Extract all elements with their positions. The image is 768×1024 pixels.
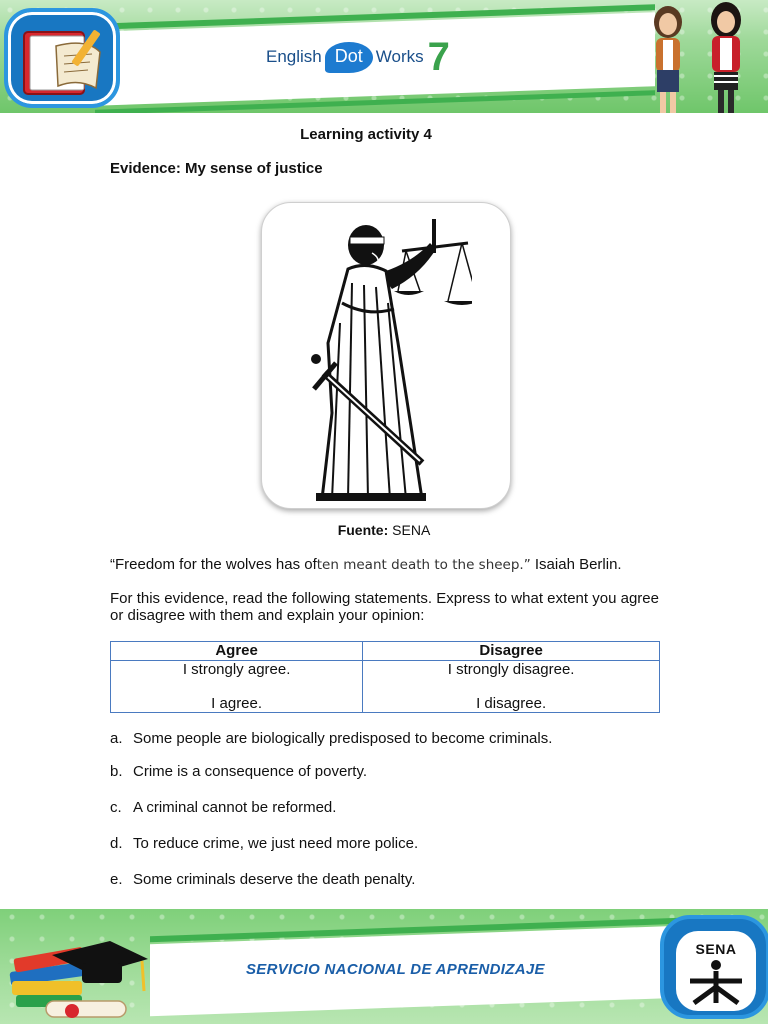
agree-cell: [111, 661, 363, 713]
item-text: To reduce crime, we just need more police.: [133, 835, 419, 852]
activity-title: Learning activity 4: [300, 126, 432, 143]
sena-figure-icon: [688, 959, 744, 1005]
table-header-row: [111, 642, 660, 661]
caption-source: SENA: [392, 522, 431, 538]
disagree-option-strong: I strongly disagree.: [447, 661, 575, 678]
book-scroll-icon: [4, 8, 120, 108]
item-letter: c.: [110, 799, 122, 816]
brand-word-english: English: [266, 47, 322, 66]
lady-justice-illustration: [302, 213, 472, 503]
brand-level-number: 7: [427, 35, 450, 79]
item-text: Some people are biologically predisposed to become criminals.: [133, 730, 553, 747]
quote-author: Isaiah Berlin.: [530, 556, 622, 573]
item-letter: e.: [110, 871, 123, 888]
institution-name: SERVICIO NACIONAL DE APRENDIZAJE: [246, 961, 545, 978]
agreement-scale-table: [110, 641, 660, 713]
item-text: A criminal cannot be reformed.: [133, 799, 337, 816]
brand-word-works: Works: [375, 47, 424, 66]
list-item: [110, 799, 336, 817]
list-item: [110, 763, 367, 781]
header-banner: [0, 0, 768, 113]
caption-label: Fuente:: [337, 522, 389, 538]
quote-text-part2: ten meant death to the sheep.”: [316, 557, 531, 573]
disagree-cell: [363, 661, 660, 713]
instructions: For this evidence, read the following statements. Express to what extent you agree or disagree with them and explain your opinion:: [110, 590, 659, 624]
footer-banner: [0, 909, 768, 1024]
header-agree: Agree: [111, 642, 363, 661]
quote-text-part1: “Freedom for the wolves has of: [110, 556, 317, 573]
brand-word-dot: Dot: [325, 42, 373, 73]
quote: [110, 556, 670, 573]
books-graduation-cap-icon: [2, 919, 162, 1024]
lady-justice-image: [261, 202, 511, 509]
list-item: [110, 871, 415, 889]
sena-logo-text: SENA: [695, 941, 737, 957]
item-letter: d.: [110, 835, 123, 852]
item-text: Crime is a consequence of poverty.: [133, 763, 368, 780]
list-item: [110, 835, 418, 853]
sena-logo-inner: [676, 931, 756, 1011]
table-row: [111, 661, 660, 713]
evidence-title: Evidence: My sense of justice: [110, 160, 323, 177]
agree-option-strong: I strongly agree.: [182, 661, 291, 678]
header-disagree: Disagree: [363, 642, 660, 661]
item-text: Some criminals deserve the death penalty.: [133, 871, 416, 888]
item-letter: b.: [110, 763, 123, 780]
list-item: [110, 730, 670, 748]
agree-option: I agree.: [211, 695, 263, 712]
sena-logo: [660, 915, 768, 1019]
english-dot-works-logo: [266, 34, 450, 80]
disagree-option: I disagree.: [476, 695, 547, 712]
statements-list: [110, 730, 670, 888]
students-illustration: [630, 0, 768, 113]
image-caption: [0, 522, 768, 538]
item-letter: a.: [110, 730, 123, 747]
